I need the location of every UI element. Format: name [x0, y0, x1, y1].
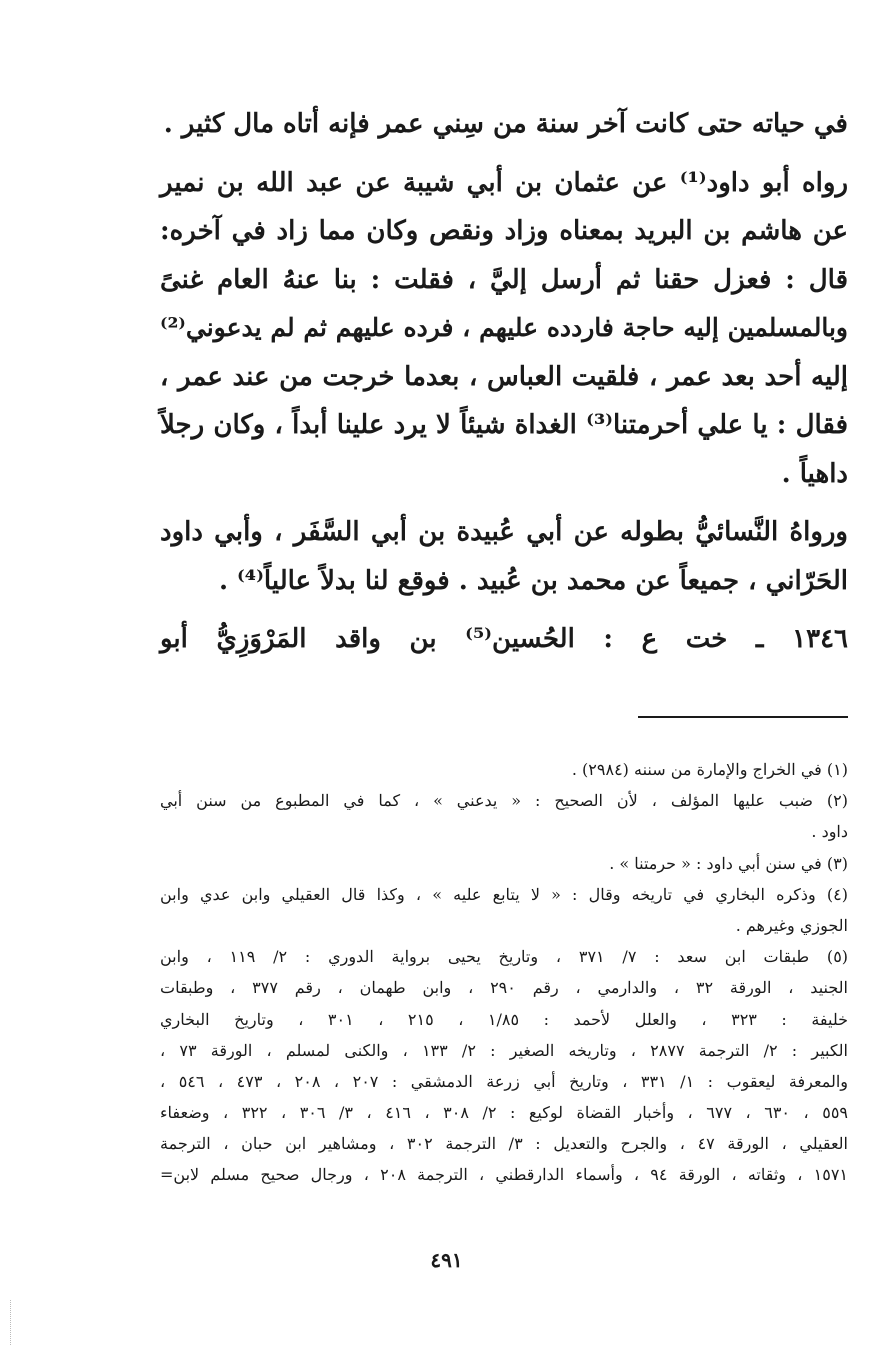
footnote-line-12: ٥٥٩ ، ٦٣٠ ، ٦٧٧ ، وأخبار القضاة لوكيع : ٢/ ٣٠٨ ، ٤١٦ ، ٣/ ٣٠٦ ، ٣٢٢ ، وضعفاء	[160, 1103, 848, 1123]
footnote-line-6: الجوزي وغيرهم .	[735, 915, 848, 935]
main-line-1: في حياته حتى كانت آخر سنة من سِني عمر فإنه أتاه مال كثير .	[163, 109, 848, 139]
footnote-line-13: العقيلي ، الورقة ٤٧ ، والجرح والتعديل : ٣/ الترجمة ٣٠٢ ، ومشاهير ابن حبان ، الترجمة	[160, 1134, 848, 1154]
main-text-block	[160, 100, 848, 664]
footnote-line-14: ١٥٧١ ، وثقاته ، الورقة ٩٤ ، وأسماء الدارقطني ، الترجمة ٢٠٨ ، ورجال صحيح مسلم لابن=	[160, 1165, 848, 1185]
footnote-line-2: (٢) ضبب عليها المؤلف ، لأن الصحيح : « يدعني » ، كما في المطبوع من سنن أبي	[160, 791, 848, 811]
main-line-4: قال : فعزل حقنا ثم أرسل إليَّ ، فقلت : بنا عنهُ العام غنىً	[160, 264, 848, 295]
main-line-3: عن هاشم بن البريد بمعناه وزاد ونقص وكان مما زاد في آخره:	[160, 216, 848, 246]
main-line-5: وبالمسلمين إليه حاجة فاردده عليهم ، فرده عليهم ثم لم يدعوني⁽²⁾	[160, 313, 848, 342]
footnote-separator	[638, 716, 848, 718]
main-line-10: الحَرّاني ، جميعاً عن محمد بن عُبيد . فوقع لنا بدلاً عالياً⁽⁴⁾ .	[218, 565, 848, 596]
main-line-9: ورواهُ النَّسائيُّ بطوله عن أبي عُبيدة بن أبي السَّفَر ، وأبي داود	[160, 517, 848, 547]
main-line-2: رواه أبو داود⁽¹⁾ عن عثمان بن أبي شيبة عن عبد الله بن نمير	[160, 167, 848, 198]
footnote-line-9: خليفة : ٣٢٣ ، والعلل لأحمد : ١/٨٥ ، ٢١٥ ، ٣٠١ ، وتاريخ البخاري	[160, 1009, 848, 1029]
footnote-line-4: (٣) في سنن أبي داود : « حرمتنا » .	[609, 853, 848, 873]
footnote-line-8: الجنيد ، الورقة ٣٢ ، والدارمي ، رقم ٢٩٠ ، وابن طهمان ، رقم ٣٧٧ ، وطبقات	[160, 978, 848, 998]
footnote-line-11: والمعرفة ليعقوب : ١/ ٣٣١ ، وتاريخ أبي زرعة الدمشقي : ٢٠٧ ، ٢٠٨ ، ٤٧٣ ، ٥٤٦ ،	[160, 1071, 848, 1091]
footnote-line-1: (١) في الخراج والإمارة من سننه (٢٩٨٤) .	[571, 760, 848, 779]
footnotes-block	[160, 754, 848, 1191]
main-line-7: فقال : يا علي أحرمتنا⁽³⁾ الغداة شيئاً لا يرد علينا أبداً ، وكان رجلاً	[160, 410, 849, 440]
footnote-line-5: (٤) وذكره البخاري في تاريخه وقال : « لا يتابع عليه » ، وكذا قال العقيلي وابن عدي وابن	[160, 884, 848, 904]
page-number: ٤٩١	[430, 1248, 463, 1272]
scan-edge-marks	[10, 1300, 12, 1345]
footnote-line-7: (٥) طبقات ابن سعد : ٧/ ٣٧١ ، وتاريخ يحيى برواية الدوري : ٢/ ١١٩ ، وابن	[160, 947, 849, 967]
footnote-line-10: الكبير : ٢/ الترجمة ٢٨٧٧ ، وتاريخه الصغير : ٢/ ١٣٣ ، والكنى لمسلم ، الورقة ٧٣ ،	[160, 1040, 849, 1060]
footnote-line-3: داود .	[811, 822, 848, 842]
main-line-8: داهياً .	[781, 458, 848, 489]
main-line-11: ١٣٤٦ ـ خت ع : الحُسين⁽⁵⁾ بن واقد المَرْوَزِيُّ أبو	[160, 624, 848, 654]
main-line-6: إليه أحد بعد عمر ، فلقيت العباس ، بعدما خرجت من عند عمر ،	[160, 361, 848, 392]
